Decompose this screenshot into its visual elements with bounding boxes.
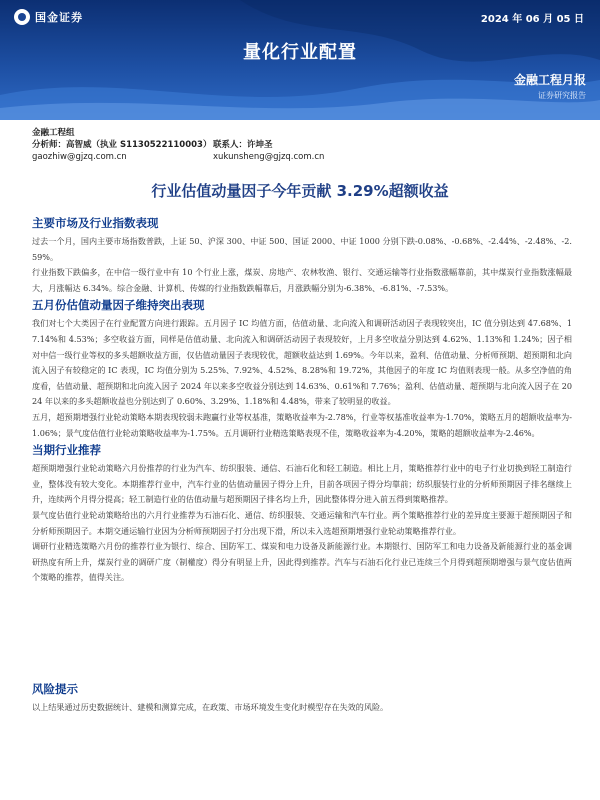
paragraph: 行业指数下跌偏多，在中信一级行业中有 10 个行业上涨，煤炭、房地产、农林牧渔、银行、交通运输等行业指数涨幅靠前，其中煤炭行业指数涨幅最大，月涨幅达 6.34%。综合金融、计算机、传媒的行业指数跌幅靠后，月涨跌幅分别为-6.38%、-6.81%、-7.53%。 bbox=[32, 267, 572, 293]
report-type: 金融工程月报 bbox=[513, 73, 586, 87]
paragraph: 超预期增强行业轮动策略六月份推荐的行业为汽车、纺织服装、通信、石油石化和轻工制造。相比上月，策略推荐行业中的电子行业切换到轻工制造行业，整体没有较大变化。本期推荐行业中，汽车行业的估值动量因子得分上升，目前各项因子得分均靠前；纺织服装行业的分析师预期因子排名继续上升，连续两个月得分提高；轻工制造行业的估值动量与超预期因子排名均上升，因此整体得分进入前五得到策略推荐。 bbox=[32, 463, 572, 505]
company-logo-text: 国金证券 bbox=[35, 11, 83, 24]
paragraph: 以上结果通过历史数据统计、建模和测算完成，在政策、市场环境发生变化时模型存在失效的风险。 bbox=[32, 702, 389, 712]
company-logo-icon bbox=[14, 9, 30, 25]
risk-section bbox=[32, 682, 572, 716]
paragraph: 五月，超预期增强行业轮动策略本期表现较弱未跑赢行业等权基准，策略收益率为-2.78%，行业等权基准收益率为-1.70%，策略五月的超额收益率为-1.06%；景气度估值行业轮动策略收益率为-1.75%。五月调研行业精选策略表现不佳，策略收益率为-4.20%，策略的超额收益率为-2.46%。 bbox=[32, 411, 572, 438]
paragraph: 调研行业精选策略六月份的推荐行业为银行、综合、国防军工、煤炭和电力设备及新能源行业。本期银行、国防军工和电力设备及新能源行业的基金调研热度有所上升，煤炭行业的调研广度（制權度）得分有明显上升，因此得到推荐。汽车与石油石化行业已连续三个月得到超预期增强与景气度估值两个策略的推荐，值得关注。 bbox=[32, 541, 572, 583]
paragraph: 景气度估值行业轮动策略给出的六月行业推荐为石油石化、通信、纺织服装、交通运输和汽车行业。两个策略推荐行业的差异度主要源于超预期因子和分析师预期因子。本期交通运输行业因为分析师预期因子打分出现下滑，所以未入选超预期增强行业轮动策略推荐行业。 bbox=[32, 509, 572, 536]
report-date: 2024 年 06 月 05 日 bbox=[480, 14, 584, 25]
report-banner bbox=[0, 0, 600, 120]
paragraph: 我们对七个大类因子在行业配置方向进行跟踪。五月因子 IC 均值方面，估值动量、北向流入和调研活动因子表现较突出，IC 值分别达到 47.68%、17.14%和 4.53%；多空收益方面，同样是估值动量、北向流入和调研活动因子表现较好，上月多空收益分别达到 4.62%、1.13%和 1.24%；因子相对中信一级行业等权的多头超额收益方面，仅估值动量因子表现较优，超额收益达到 1.69%。今年以来，盈利、估值动量、分析师预期、超预期和北向流入因子有较稳定的 IC 表现，IC 均值分别为 5.25%、7.92%、4.52%、8.28%和 19.72%，其他因子的年度 IC 均值则表现一般。从多空净值的角度看，估值动量、超预期和北向流入因子 2024 年以来多空收益分别达到 14.63%、0.61%和 7.76%；盈利、估值动量、超预期与北向流入因子在 2024 年以来的多头超额收益也分别达到了 0.60%、3.29%、1.18%和 4.48%，带来了较明显的收益。 bbox=[32, 318, 572, 407]
paragraph: 过去一个月，国内主要市场指数普跌，上证 50、沪深 300、中证 500、国证 2000、中证 1000 分别下跌-0.08%、-0.68%、-2.44%、-2.48%、-2.59%。 bbox=[32, 236, 572, 262]
section-title-risk: 风险提示 bbox=[32, 682, 78, 696]
analyst-email[interactable]: gaozhiw@gjzq.com.cn bbox=[32, 152, 127, 162]
analyst-name: 分析师：高智威（执业 S1130522110003） bbox=[32, 140, 212, 150]
section-title-market: 主要市场及行业指数表现 bbox=[32, 216, 159, 230]
report-headline: 行业估值动量因子今年贡献 3.29%超额收益 bbox=[151, 182, 449, 200]
report-body bbox=[32, 216, 572, 586]
section-title-factor: 五月份估值动量因子维持突出表现 bbox=[32, 298, 205, 313]
report-subtype: 证券研究报告 bbox=[538, 91, 586, 100]
contact-email[interactable]: xukunsheng@gjzq.com.cn bbox=[213, 152, 325, 162]
analyst-info bbox=[32, 127, 572, 163]
team-name: 金融工程组 bbox=[32, 128, 75, 138]
contact-name: 联系人：许坤圣 bbox=[213, 140, 273, 150]
banner-title: 量化行业配置 bbox=[243, 42, 357, 63]
company-logo bbox=[14, 8, 83, 26]
section-title-recommendation: 当期行业推荐 bbox=[32, 443, 101, 458]
